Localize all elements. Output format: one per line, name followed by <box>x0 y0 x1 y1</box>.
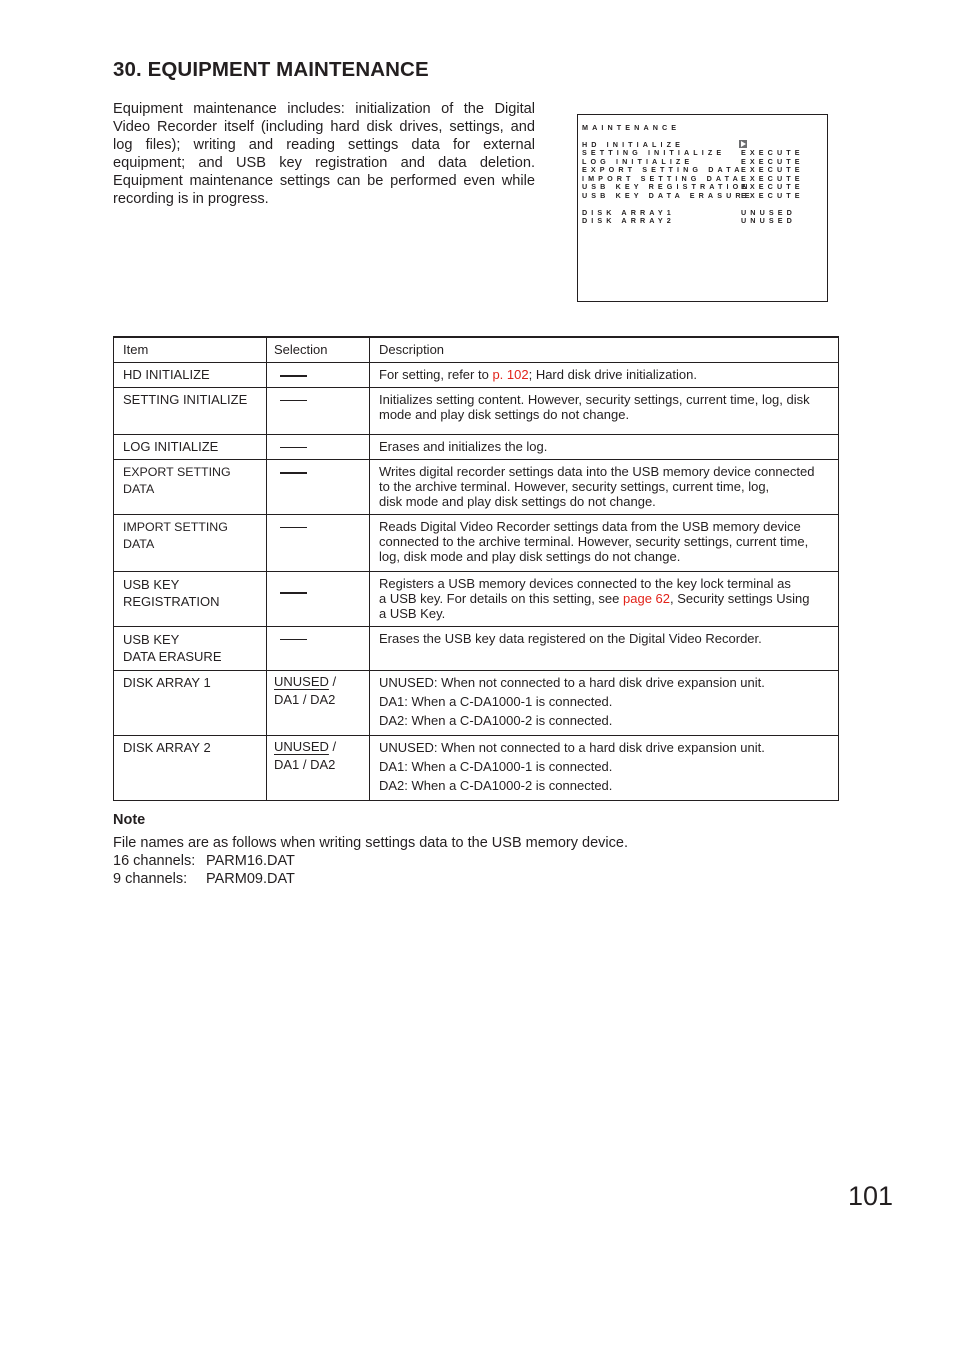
item-cell <box>114 460 267 515</box>
description-cell <box>370 572 839 627</box>
description-text: ; Hard disk drive initialization. <box>528 367 697 382</box>
page-link[interactable]: p. 102 <box>492 367 529 382</box>
maintenance-screen <box>577 114 828 302</box>
screen-row-value: EXECUTE <box>741 182 804 191</box>
description-line: a USB Key. <box>379 606 446 621</box>
item-cell <box>114 572 267 627</box>
description-cell: Erases and initializes the log. <box>370 435 839 460</box>
selection-dash <box>280 400 307 401</box>
selection-cell <box>267 435 370 460</box>
description-line: DA2: When a C-DA1000-2 is connected. <box>379 713 613 728</box>
header-selection: Selection <box>267 337 370 363</box>
screen-row-label: DISK ARRAY1 <box>582 208 675 217</box>
item-cell: HD INITIALIZE <box>114 363 267 388</box>
selection-dash <box>280 592 307 594</box>
header-item: Item <box>114 337 267 363</box>
description-line: DA1: When a C-DA1000-1 is connected. <box>379 694 613 709</box>
description-cell <box>370 363 839 388</box>
note-filename: PARM16.DAT <box>206 853 295 869</box>
selection-default: UNUSED <box>274 674 329 689</box>
selection-default: UNUSED <box>274 739 329 754</box>
screen-row-value: EXECUTE <box>741 157 804 166</box>
description-cell <box>370 671 839 736</box>
table-row <box>114 515 839 572</box>
item-line: REGISTRATION <box>123 594 220 609</box>
note-label: 16 channels: <box>113 853 196 869</box>
screen-row-label: LOG INITIALIZE <box>582 157 694 166</box>
description-cell: Initializes setting content. However, security settings, current time, log, disk mode and play disk settings do not change. <box>370 388 839 435</box>
description-line: DA1: When a C-DA1000-1 is connected. <box>379 759 613 774</box>
selection-cell <box>267 627 370 671</box>
selection-dash <box>280 527 307 528</box>
table-row <box>114 627 839 671</box>
description-line: DA2: When a C-DA1000-2 is connected. <box>379 778 613 793</box>
selection-options: DA1 / DA2 <box>274 692 336 707</box>
description-cell <box>370 736 839 801</box>
page-number: 101 <box>848 1181 894 1211</box>
screen-row-export-setting-data <box>582 165 804 174</box>
screen-row-usb-key-registration <box>582 182 804 191</box>
description-line: disk mode and play disk settings do not change. <box>379 494 656 509</box>
selection-dash <box>280 375 307 377</box>
screen-title: MAINTENANCE <box>582 123 681 132</box>
screen-row-value: UNUSED <box>741 216 796 225</box>
note-line-9ch <box>113 870 628 888</box>
screen-row-label: USB KEY DATA ERASURE <box>582 191 754 200</box>
header-description: Description <box>370 337 839 363</box>
selection-cell <box>267 515 370 572</box>
description-line: UNUSED: When not connected to a hard disk drive expansion unit. <box>379 675 765 690</box>
selection-cell <box>267 363 370 388</box>
description-line: to the archive terminal. However, security settings, current time, log, <box>379 479 770 494</box>
table-row <box>114 363 839 388</box>
screen-row-label: DISK ARRAY2 <box>582 216 675 225</box>
arrow-right-icon <box>739 140 747 148</box>
note-line: File names are as follows when writing settings data to the USB memory device. <box>113 835 628 851</box>
selection-dash <box>280 639 307 640</box>
selection-cell <box>267 388 370 435</box>
selection-dash <box>280 447 307 448</box>
table-row <box>114 736 839 801</box>
table-row <box>114 460 839 515</box>
item-cell: DISK ARRAY 1 <box>114 671 267 736</box>
item-line: IMPORT SETTING <box>123 520 228 534</box>
screen-row-label: SETTING INITIALIZE <box>582 148 726 157</box>
selection-dash <box>280 472 307 474</box>
item-line: EXPORT SETTING <box>123 465 231 479</box>
item-cell: DISK ARRAY 2 <box>114 736 267 801</box>
screen-row-disk-array2 <box>582 216 796 225</box>
table-row <box>114 435 839 460</box>
selection-options: DA1 / DA2 <box>274 757 336 772</box>
item-cell <box>114 515 267 572</box>
selection-cell <box>267 460 370 515</box>
description-cell: Erases the USB key data registered on the Digital Video Recorder. <box>370 627 839 671</box>
selection-separator: / <box>328 674 337 689</box>
note-line-16ch <box>113 852 628 870</box>
description-text: a USB key. For details on this setting, see <box>379 591 623 606</box>
description-cell <box>370 460 839 515</box>
note-heading: Note <box>113 812 146 828</box>
screen-row-label: IMPORT SETTING DATA <box>582 174 742 183</box>
screen-row-usb-key-data-erasure <box>582 191 804 200</box>
note-label: 9 channels: <box>113 871 188 887</box>
table-header-row <box>114 337 839 363</box>
item-cell <box>114 627 267 671</box>
item-cell: LOG INITIALIZE <box>114 435 267 460</box>
item-line: DATA <box>123 482 155 496</box>
description-text: For setting, refer to <box>379 367 493 382</box>
description-line: UNUSED: When not connected to a hard disk drive expansion unit. <box>379 740 765 755</box>
section-heading: 30. EQUIPMENT MAINTENANCE <box>113 58 429 81</box>
note-body <box>113 834 628 888</box>
screen-row-value: EXECUTE <box>741 148 804 157</box>
screen-row-value: UNUSED <box>741 208 796 217</box>
screen-row-value: EXECUTE <box>741 191 804 200</box>
selection-cell <box>267 671 370 736</box>
description-cell: Reads Digital Video Recorder settings data from the USB memory device connected to the archive terminal. However, security settings, current time, log, disk mode and play disk settings do not change. <box>370 515 839 572</box>
description-line: Registers a USB memory devices connected to the key lock terminal as <box>379 576 791 591</box>
item-cell: SETTING INITIALIZE <box>114 388 267 435</box>
screen-row-setting-initialize <box>582 148 804 157</box>
page-link[interactable]: page 62 <box>623 591 670 606</box>
item-line: USB KEY <box>123 632 180 647</box>
description-line: Writes digital recorder settings data into the USB memory device connected <box>379 464 815 479</box>
note-filename: PARM09.DAT <box>206 871 295 887</box>
screen-row-label: HD INITIALIZE <box>582 140 685 149</box>
table-row <box>114 388 839 435</box>
selection-cell <box>267 736 370 801</box>
item-line: DATA ERASURE <box>123 649 222 664</box>
screen-row-label: USB KEY REGISTRATION <box>582 182 752 191</box>
screen-row-label: EXPORT SETTING DATA <box>582 165 744 174</box>
selection-separator: / <box>328 739 337 754</box>
screen-row-value: EXECUTE <box>741 174 804 183</box>
item-line: USB KEY <box>123 577 180 592</box>
table-row <box>114 671 839 736</box>
description-text: , Security settings Using <box>670 591 810 606</box>
screen-row-value: EXECUTE <box>741 165 804 174</box>
selection-cell <box>267 572 370 627</box>
maintenance-settings-table <box>113 336 839 801</box>
intro-paragraph: Equipment maintenance includes: initialization of the Digital Video Recorder itself (including hard disk drives, settings, and log files); writing and reading settings data for external equipment; and USB key registration and data deletion. Equipment maintenance settings can be performed even while recording is in progress. <box>113 101 535 207</box>
item-line: DATA <box>123 537 155 551</box>
table-row <box>114 572 839 627</box>
